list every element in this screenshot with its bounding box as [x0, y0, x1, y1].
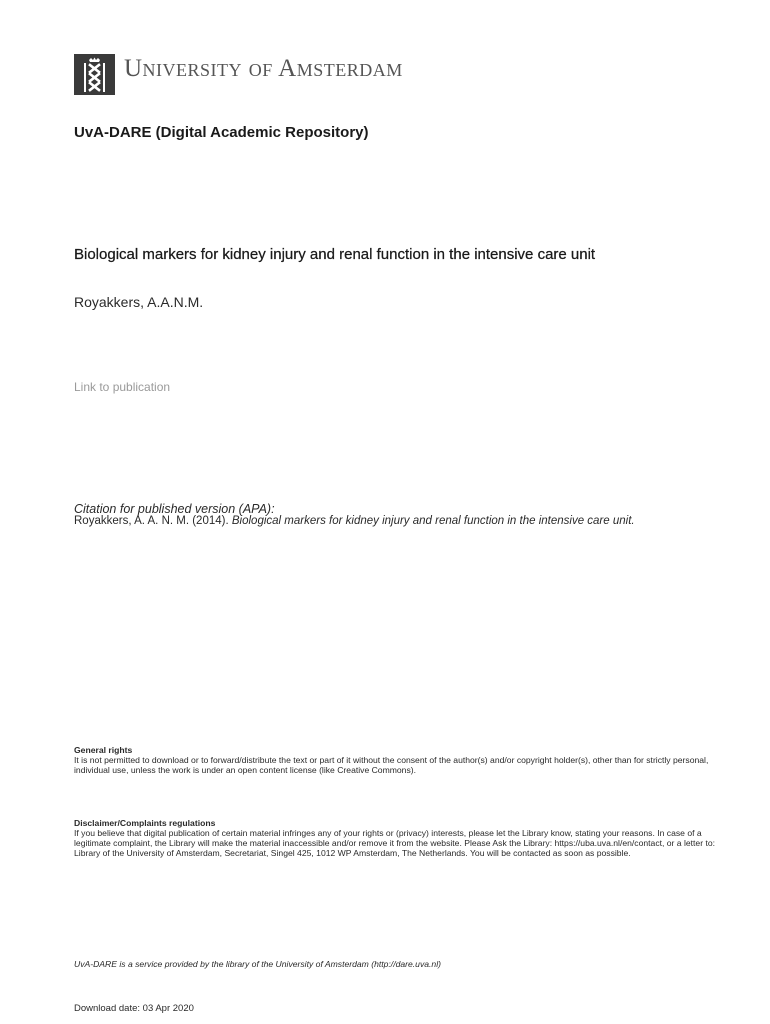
university-crest-icon	[74, 54, 115, 95]
service-note: UvA-DARE is a service provided by the library of the University of Amsterdam (http://dare.uva.nl)	[74, 959, 441, 969]
disclaimer-heading: Disclaimer/Complaints regulations	[74, 818, 216, 828]
citation-authors-year: Royakkers, A. A. N. M. (2014).	[74, 515, 229, 527]
repository-title: UvA-DARE (Digital Academic Repository)	[74, 124, 369, 141]
citation-work-title: Biological markers for kidney injury and renal function in the intensive care unit.	[231, 515, 635, 527]
general-rights-body: It is not permitted to download or to forward/distribute the text or part of it without the consent of the author(s) and/or copyright holder(s), other than for strictly personal, individual use, unless the work is under an open content license (like Creative Commons).	[74, 755, 709, 775]
general-rights-section	[74, 745, 724, 775]
document-title: Biological markers for kidney injury and renal function in the intensive care unit	[74, 246, 596, 263]
download-date: Download date: 03 Apr 2020	[74, 1003, 194, 1014]
citation-text	[74, 515, 635, 527]
author-name: Royakkers, A.A.N.M.	[74, 294, 204, 310]
disclaimer-section	[74, 818, 724, 858]
citation-heading: Citation for published version (APA):	[74, 502, 275, 516]
general-rights-heading: General rights	[74, 745, 133, 755]
university-name: University of Amsterdam	[124, 55, 403, 82]
disclaimer-body: If you believe that digital publication of certain material infringes any of your rights or (privacy) interests, please let the Library know, stating your reasons. In case of a legitimate complaint, the Library will make the material inaccessible and/or remove it from the website. Please Ask the Library: https://uba.uva.nl/en/contact, or a letter to: Library of the University of Amsterdam, Secretariat, Singel 425, 1012 WP Amsterdam, The Netherlands. You will be contacted as soon as possible.	[74, 828, 716, 858]
link-to-publication[interactable]: Link to publication	[74, 380, 171, 394]
